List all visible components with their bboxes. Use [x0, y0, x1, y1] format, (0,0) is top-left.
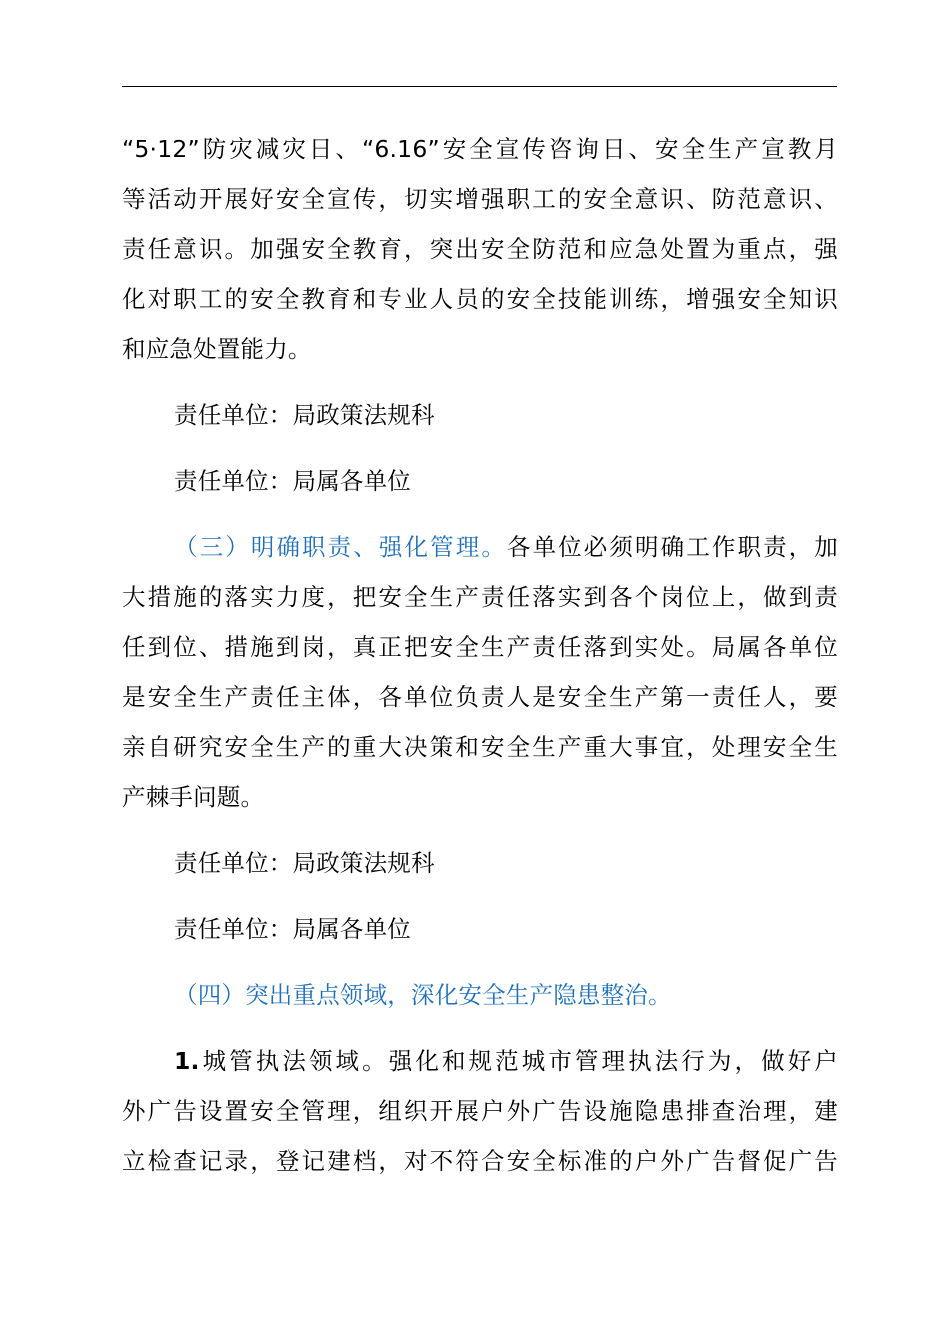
responsibility-unit: 责任单位：局属各单位	[174, 915, 411, 943]
text-line: 责任意识。加强安全教育，突出安全防范和应急处置为重点，强	[122, 235, 838, 263]
text-line: 亲自研究安全生产的重大决策和安全生产重大事宜，处理安全生	[122, 733, 838, 761]
text-line: 是安全生产责任主体，各单位负责人是安全生产第一责任人，要	[122, 683, 838, 711]
text-line: “5·12”防灾减灾日、“6.16”安全宣传咨询日、安全生产宣教月	[122, 135, 838, 163]
responsibility-unit: 责任单位：局政策法规科	[174, 401, 435, 429]
section-3-first-line	[122, 522, 838, 572]
section-3-first-line-text: 各单位必须明确工作职责，加	[506, 533, 838, 561]
item-1-urban-enforcement	[122, 1036, 838, 1186]
header-rule	[122, 86, 837, 87]
text-line: 化对职工的安全教育和专业人员的安全技能训练，增强安全知识	[122, 285, 838, 313]
text-line: 立检查记录，登记建档，对不符合安全标准的户外广告督促广告	[122, 1147, 838, 1175]
section-3	[122, 522, 838, 822]
section-4-heading: （四）突出重点领域，深化安全生产隐患整治。	[174, 981, 672, 1009]
text-line: 和应急处置能力。	[122, 335, 312, 363]
document-body	[122, 124, 838, 1186]
text-line: 外广告设置安全管理，组织开展户外广告设施隐患排查治理，建	[122, 1097, 838, 1125]
text-line: 产棘手问题。	[122, 783, 265, 811]
text-line: 任到位、措施到岗，真正把安全生产责任落到实处。局属各单位	[122, 633, 838, 661]
section-3-heading: （三）明确职责、强化管理。	[174, 533, 507, 561]
responsibility-unit: 责任单位：局属各单位	[174, 467, 411, 495]
text-line: 大措施的落实力度，把安全生产责任落实到各个岗位上，做到责	[122, 583, 838, 611]
item-1-first-line	[122, 1036, 838, 1086]
paragraph-safety-publicity	[122, 124, 838, 374]
text-line: 等活动开展好安全宣传，切实增强职工的安全意识、防范意识、	[122, 185, 838, 213]
responsibility-unit: 责任单位：局政策法规科	[174, 849, 435, 877]
item-1-number: 1.	[174, 1047, 200, 1075]
item-1-first-line-text: 城管执法领域。强化和规范城市管理执法行为，做好户	[199, 1047, 838, 1075]
